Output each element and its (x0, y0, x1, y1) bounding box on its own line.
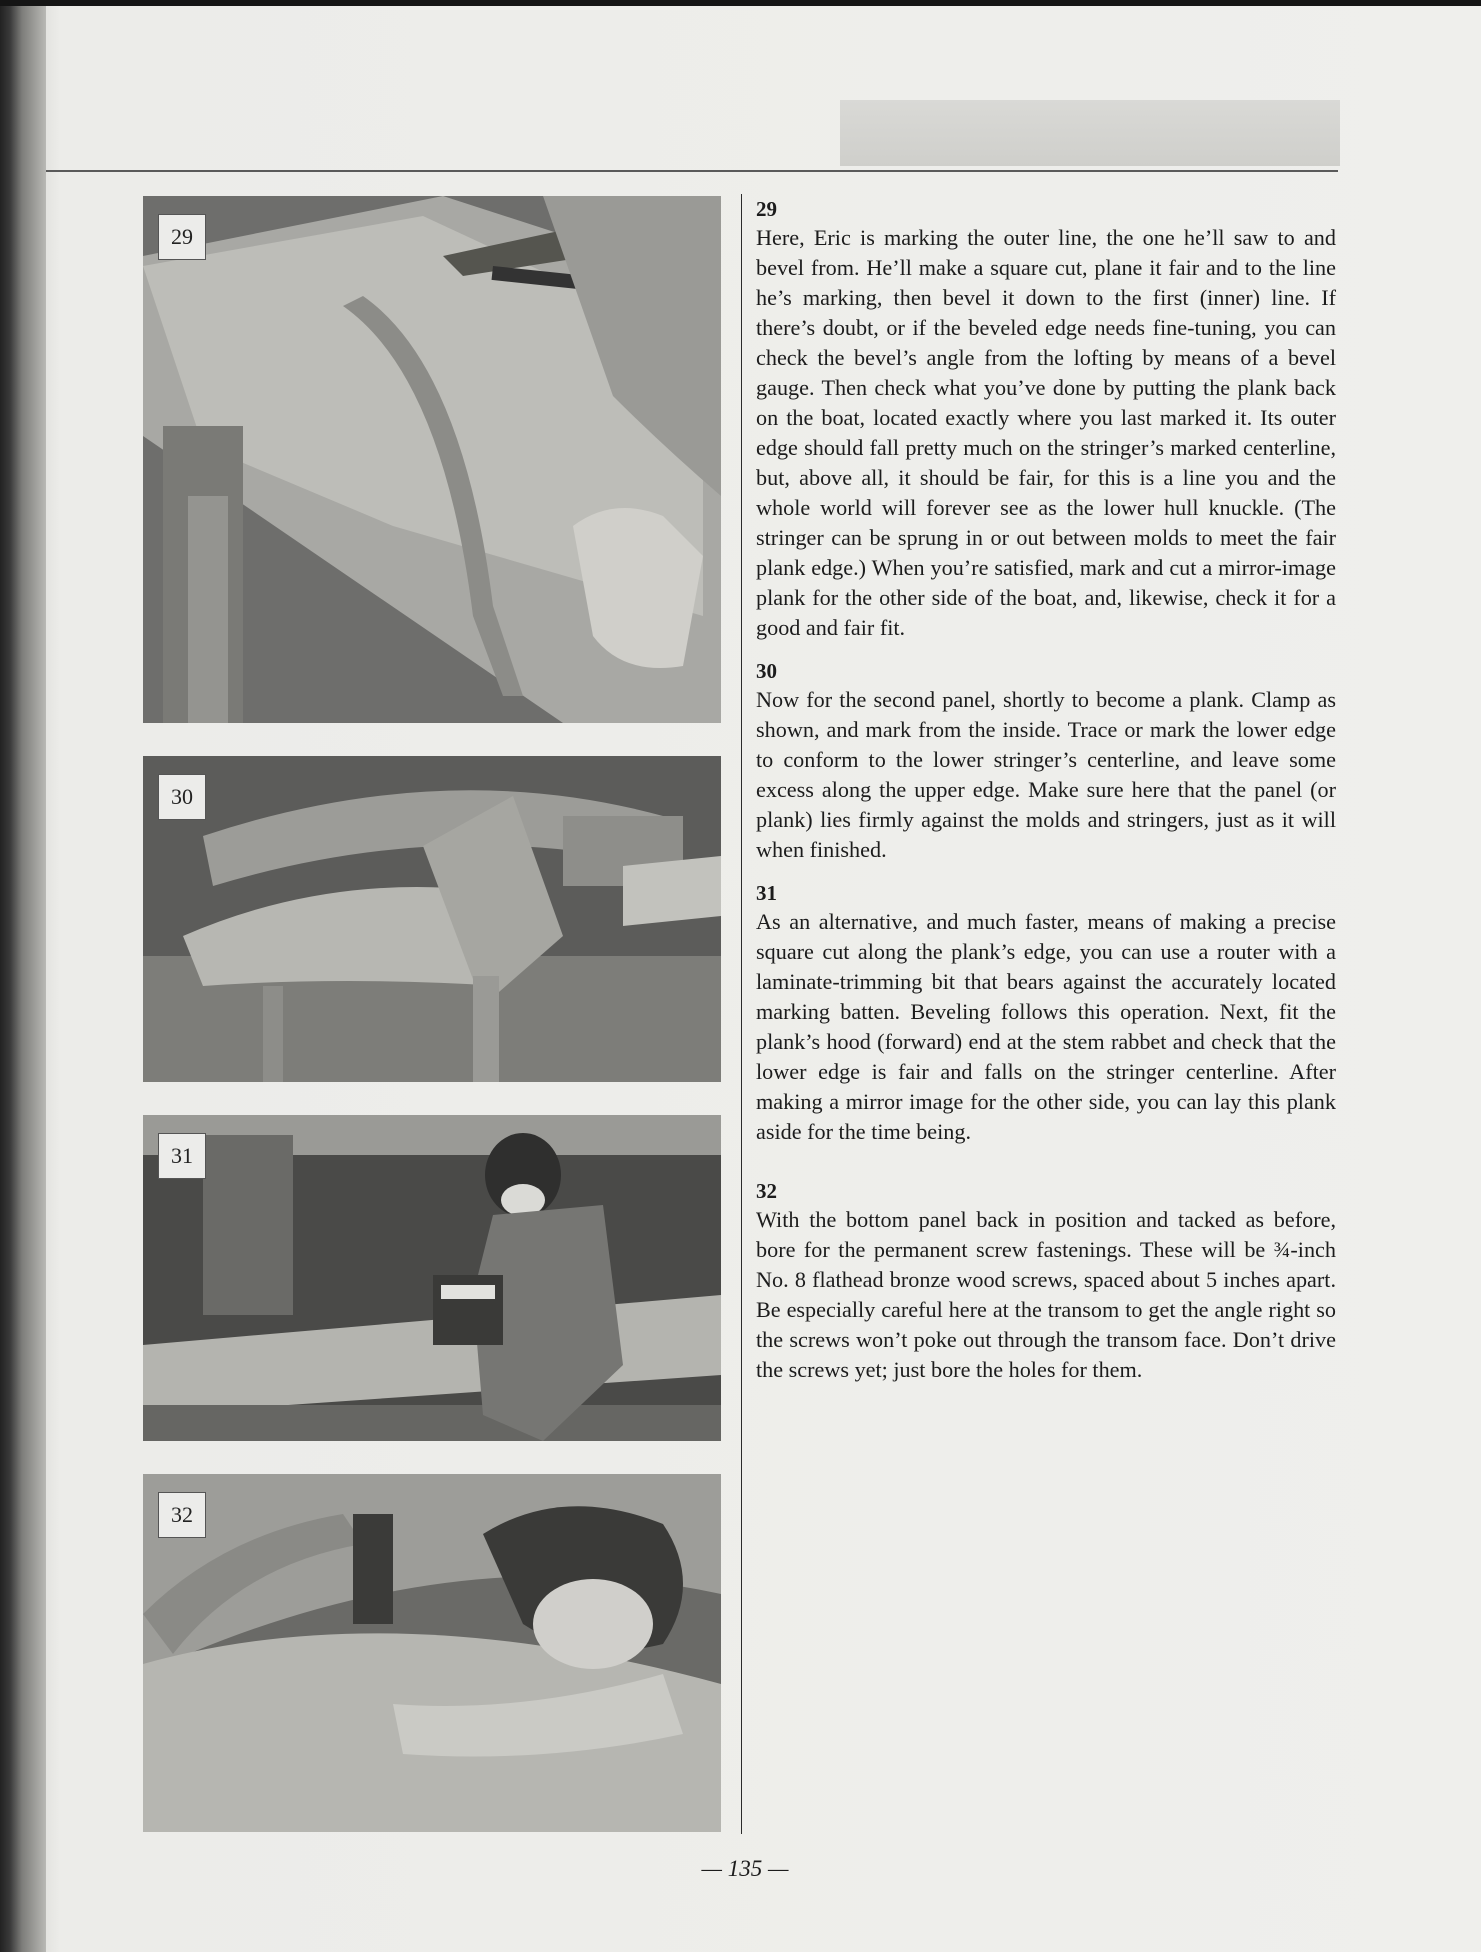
photo-31-image (143, 1115, 721, 1441)
book-spine-shadow (0, 0, 46, 1952)
step-32 (756, 1177, 1336, 1385)
photo-30 (143, 756, 721, 1082)
top-border (0, 0, 1481, 6)
photo-label: 31 (158, 1133, 206, 1179)
photo-32-image (143, 1474, 721, 1832)
step-30 (756, 657, 1336, 865)
photo-label: 32 (158, 1492, 206, 1538)
photo-29-image (143, 196, 721, 723)
step-number: 32 (756, 1179, 777, 1203)
step-number: 30 (756, 659, 777, 683)
column-rule (741, 194, 742, 1834)
header-band (840, 100, 1340, 166)
photo-32 (143, 1474, 721, 1832)
step-29 (756, 195, 1336, 643)
step-text: As an alternative, and much faster, means of making a precise square cut along the plank’s edge, you can use a router with a laminate-trimming bit that bears against the accurately located marking batten. Beveling follows this operation. Next, fit the plank’s hood (forward) end at the stem rabbet and check that the lower edge is fair and falls on the stringer centerline. After making a mirror image for the other side, you can lay this plank aside for the time being. (756, 909, 1336, 1144)
text-column (756, 195, 1336, 1399)
photo-label: 29 (158, 214, 206, 260)
photo-29 (143, 196, 721, 723)
step-31 (756, 879, 1336, 1147)
step-text: Now for the second panel, shortly to become a plank. Clamp as shown, and mark from the inside. Trace or mark the lower edge to conform to the lower stringer’s centerline, and leave some excess along the upper edge. Make sure here that the panel (or plank) lies firmly against the molds and stringers, just as it will when finished. (756, 687, 1336, 862)
header-rule (46, 170, 1338, 172)
step-number: 31 (756, 881, 777, 905)
photo-31 (143, 1115, 721, 1441)
step-text: Here, Eric is marking the outer line, the one he’ll saw to and bevel from. He’ll make a square cut, plane it fair and to the line he’s marking, then bevel it down to the first (inner) line. If there’s doubt, or if the beveled edge needs fine-tuning, you can check the bevel’s angle from the lofting by means of a bevel gauge. Then check what you’ve done by putting the plank back on the boat, located exactly where you last marked it. Its outer edge should fall pretty much on the stringer’s marked centerline, but, above all, it should be fair, for this is a line you and the whole world will forever see as the lower hull knuckle. (The stringer can be sprung in or out between molds to meet the fair plank edge.) When you’re satisfied, mark and cut a mirror-image plank for the other side of the boat, and, likewise, check it for a good and fair fit. (756, 225, 1336, 640)
step-number: 29 (756, 197, 777, 221)
photo-30-image (143, 756, 721, 1082)
page-number: — 135 — (701, 1856, 789, 1881)
step-text: With the bottom panel back in position and tacked as before, bore for the permanent screw fastenings. These will be ¾-inch No. 8 flathead bronze wood screws, spaced about 5 inches apart. Be especially careful here at the transom to get the angle right so the screws won’t poke out through the transom face. Don’t drive the screws yet; just bore the holes for them. (756, 1207, 1336, 1382)
photo-label: 30 (158, 774, 206, 820)
